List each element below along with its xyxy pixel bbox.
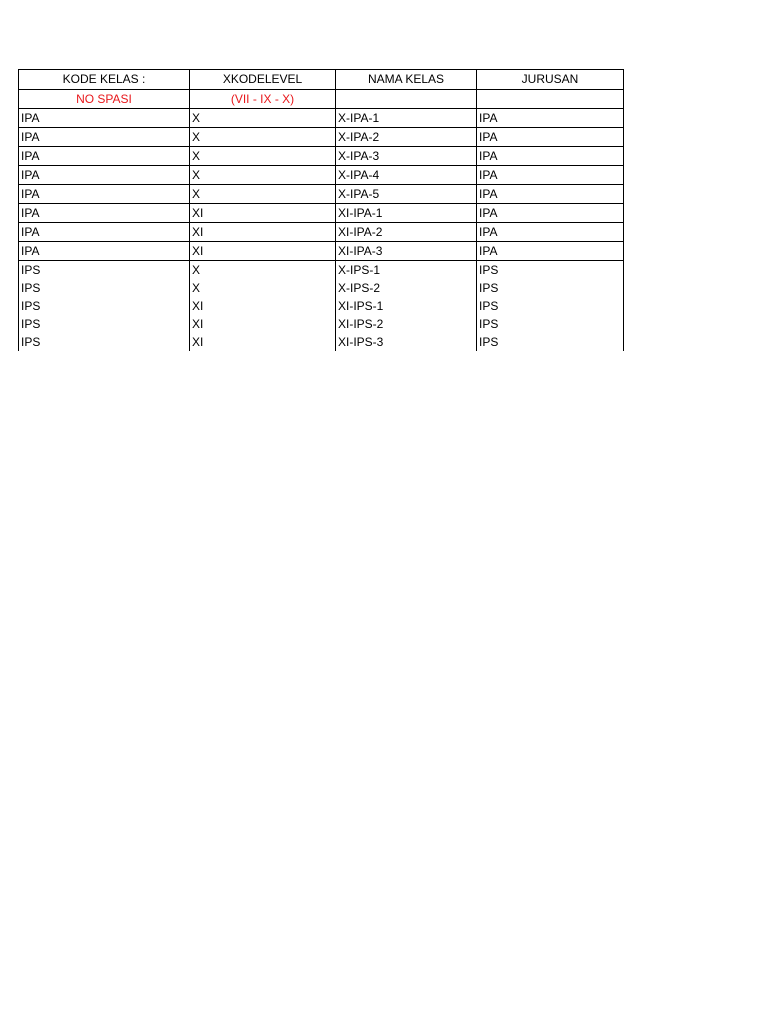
table-row	[19, 297, 624, 315]
header-nama-kelas[interactable]: NAMA KELAS	[336, 70, 477, 90]
table-row	[19, 242, 624, 261]
table-row	[19, 128, 624, 147]
cell-xkodelevel[interactable]: XI	[190, 204, 336, 223]
header-xkodelevel[interactable]: XKODELEVEL	[190, 70, 336, 90]
cell-xkodelevel[interactable]: XI	[190, 315, 336, 333]
header-row	[19, 70, 624, 90]
cell-kode-kelas[interactable]: IPS	[19, 261, 190, 280]
note-nama-kelas[interactable]	[336, 90, 477, 109]
cell-kode-kelas[interactable]: IPA	[19, 223, 190, 242]
cell-nama-kelas[interactable]: X-IPA-1	[336, 109, 477, 128]
cell-kode-kelas[interactable]: IPA	[19, 128, 190, 147]
cell-kode-kelas[interactable]: IPA	[19, 185, 190, 204]
kelas-table	[18, 69, 624, 351]
cell-nama-kelas[interactable]: X-IPA-5	[336, 185, 477, 204]
cell-jurusan[interactable]: IPA	[477, 204, 624, 223]
cell-xkodelevel[interactable]: X	[190, 166, 336, 185]
cell-nama-kelas[interactable]: X-IPS-1	[336, 261, 477, 280]
spreadsheet	[18, 69, 624, 351]
cell-nama-kelas[interactable]: X-IPS-2	[336, 279, 477, 297]
cell-kode-kelas[interactable]: IPA	[19, 204, 190, 223]
table-row	[19, 333, 624, 351]
table-row	[19, 185, 624, 204]
cell-nama-kelas[interactable]: XI-IPA-2	[336, 223, 477, 242]
cell-jurusan[interactable]: IPS	[477, 333, 624, 351]
cell-jurusan[interactable]: IPA	[477, 109, 624, 128]
table-row	[19, 261, 624, 280]
header-kode-kelas[interactable]: KODE KELAS :	[19, 70, 190, 90]
cell-jurusan[interactable]: IPA	[477, 242, 624, 261]
cell-kode-kelas[interactable]: IPS	[19, 297, 190, 315]
cell-xkodelevel[interactable]: X	[190, 185, 336, 204]
note-xkodelevel[interactable]: (VII - IX - X)	[190, 90, 336, 109]
cell-xkodelevel[interactable]: XI	[190, 223, 336, 242]
table-row	[19, 147, 624, 166]
table-body	[19, 109, 624, 352]
cell-jurusan[interactable]: IPS	[477, 279, 624, 297]
cell-xkodelevel[interactable]: X	[190, 261, 336, 280]
cell-xkodelevel[interactable]: X	[190, 128, 336, 147]
header-jurusan[interactable]: JURUSAN	[477, 70, 624, 90]
cell-kode-kelas[interactable]: IPS	[19, 333, 190, 351]
table-row	[19, 223, 624, 242]
note-kode-kelas[interactable]: NO SPASI	[19, 90, 190, 109]
cell-kode-kelas[interactable]: IPA	[19, 242, 190, 261]
cell-nama-kelas[interactable]: X-IPA-2	[336, 128, 477, 147]
cell-jurusan[interactable]: IPA	[477, 128, 624, 147]
cell-nama-kelas[interactable]: XI-IPS-1	[336, 297, 477, 315]
cell-nama-kelas[interactable]: XI-IPA-1	[336, 204, 477, 223]
cell-nama-kelas[interactable]: X-IPA-3	[336, 147, 477, 166]
note-row	[19, 90, 624, 109]
cell-kode-kelas[interactable]: IPS	[19, 315, 190, 333]
cell-nama-kelas[interactable]: XI-IPA-3	[336, 242, 477, 261]
cell-kode-kelas[interactable]: IPS	[19, 279, 190, 297]
cell-xkodelevel[interactable]: XI	[190, 242, 336, 261]
cell-nama-kelas[interactable]: XI-IPS-3	[336, 333, 477, 351]
cell-xkodelevel[interactable]: X	[190, 279, 336, 297]
table-row	[19, 166, 624, 185]
cell-jurusan[interactable]: IPS	[477, 315, 624, 333]
cell-kode-kelas[interactable]: IPA	[19, 109, 190, 128]
cell-kode-kelas[interactable]: IPA	[19, 147, 190, 166]
cell-jurusan[interactable]: IPA	[477, 166, 624, 185]
cell-jurusan[interactable]: IPS	[477, 297, 624, 315]
cell-jurusan[interactable]: IPA	[477, 223, 624, 242]
table-row	[19, 109, 624, 128]
cell-nama-kelas[interactable]: X-IPA-4	[336, 166, 477, 185]
cell-jurusan[interactable]: IPA	[477, 147, 624, 166]
cell-jurusan[interactable]: IPS	[477, 261, 624, 280]
table-row	[19, 204, 624, 223]
note-jurusan[interactable]	[477, 90, 624, 109]
cell-xkodelevel[interactable]: XI	[190, 333, 336, 351]
cell-xkodelevel[interactable]: X	[190, 109, 336, 128]
cell-jurusan[interactable]: IPA	[477, 185, 624, 204]
cell-xkodelevel[interactable]: X	[190, 147, 336, 166]
table-row	[19, 315, 624, 333]
table-row	[19, 279, 624, 297]
cell-kode-kelas[interactable]: IPA	[19, 166, 190, 185]
cell-xkodelevel[interactable]: XI	[190, 297, 336, 315]
cell-nama-kelas[interactable]: XI-IPS-2	[336, 315, 477, 333]
